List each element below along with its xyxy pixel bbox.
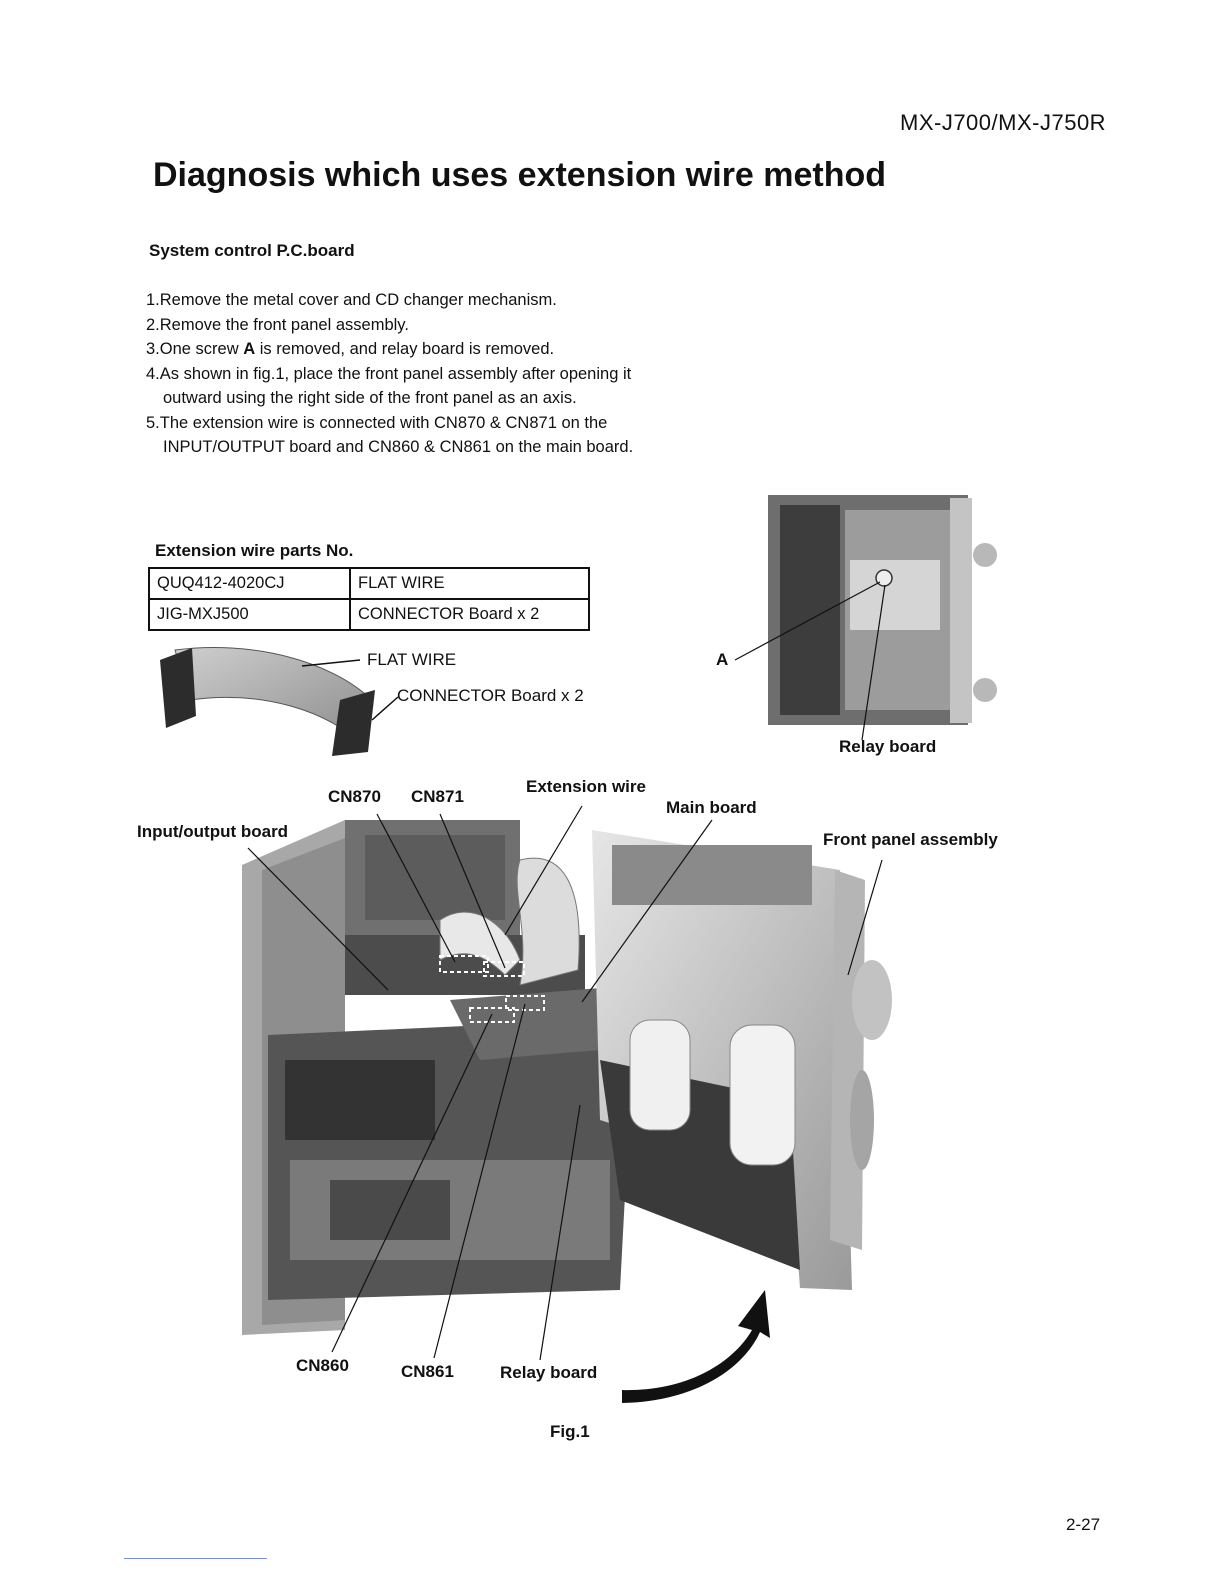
model-number: MX-J700/MX-J750R	[900, 110, 1107, 135]
step-2: 2.Remove the front panel assembly.	[146, 315, 409, 334]
part-number-cell: QUQ412-4020CJ	[149, 568, 350, 599]
relay-board-label-main: Relay board	[500, 1363, 598, 1382]
screw-a-icon	[876, 570, 892, 586]
cn860-label: CN860	[296, 1356, 349, 1375]
connector-leader	[372, 697, 398, 720]
part-desc-cell: FLAT WIRE	[350, 568, 589, 599]
flat-wire-leader	[302, 660, 360, 666]
parts-heading: Extension wire parts No.	[155, 541, 354, 560]
relay-board-label-top: Relay board	[839, 737, 937, 756]
connector-board-label: CONNECTOR Board x 2	[397, 686, 584, 705]
page-title: Diagnosis which uses extension wire method	[153, 156, 887, 194]
front-panel-assembly-label: Front panel assembly	[823, 830, 998, 849]
step-3-pre: 3.One screw	[146, 340, 244, 358]
screw-a-label: A	[716, 650, 729, 669]
figure-caption: Fig.1	[550, 1422, 590, 1441]
relay-board-photo	[735, 495, 997, 740]
input-output-board-label: Input/output board	[137, 822, 289, 841]
step-1: 1.Remove the metal cover and CD changer mechanism.	[146, 291, 557, 309]
footer-rule	[124, 1558, 267, 1559]
cn871-label: CN871	[411, 787, 464, 806]
extension-wire-label: Extension wire	[526, 777, 646, 796]
section-heading: System control P.C.board	[149, 241, 355, 260]
step-3-post: is removed, and relay board is removed.	[255, 340, 555, 358]
page-number: 2-27	[1066, 1515, 1101, 1534]
cn870-label: CN870	[328, 787, 381, 806]
cn861-label: CN861	[401, 1362, 454, 1381]
step-4: 4.As shown in fig.1, place the front panel assembly after opening it outward using the right side of the front panel as an axis.	[146, 364, 632, 407]
part-desc-cell: CONNECTOR Board x 2	[350, 599, 589, 630]
chassis-photo	[242, 820, 892, 1403]
flat-wire-illustration	[160, 647, 398, 756]
step-3-screw-label: A	[243, 340, 256, 358]
step-5: 5.The extension wire is connected with CN870 & CN871 on the INPUT/OUTPUT board and CN860 & CN861 on the main board.	[146, 413, 634, 456]
rotate-arrow-icon	[622, 1290, 770, 1403]
main-board-label: Main board	[666, 798, 757, 817]
part-number-cell: JIG-MXJ500	[149, 599, 350, 630]
flat-wire-label: FLAT WIRE	[367, 650, 457, 669]
